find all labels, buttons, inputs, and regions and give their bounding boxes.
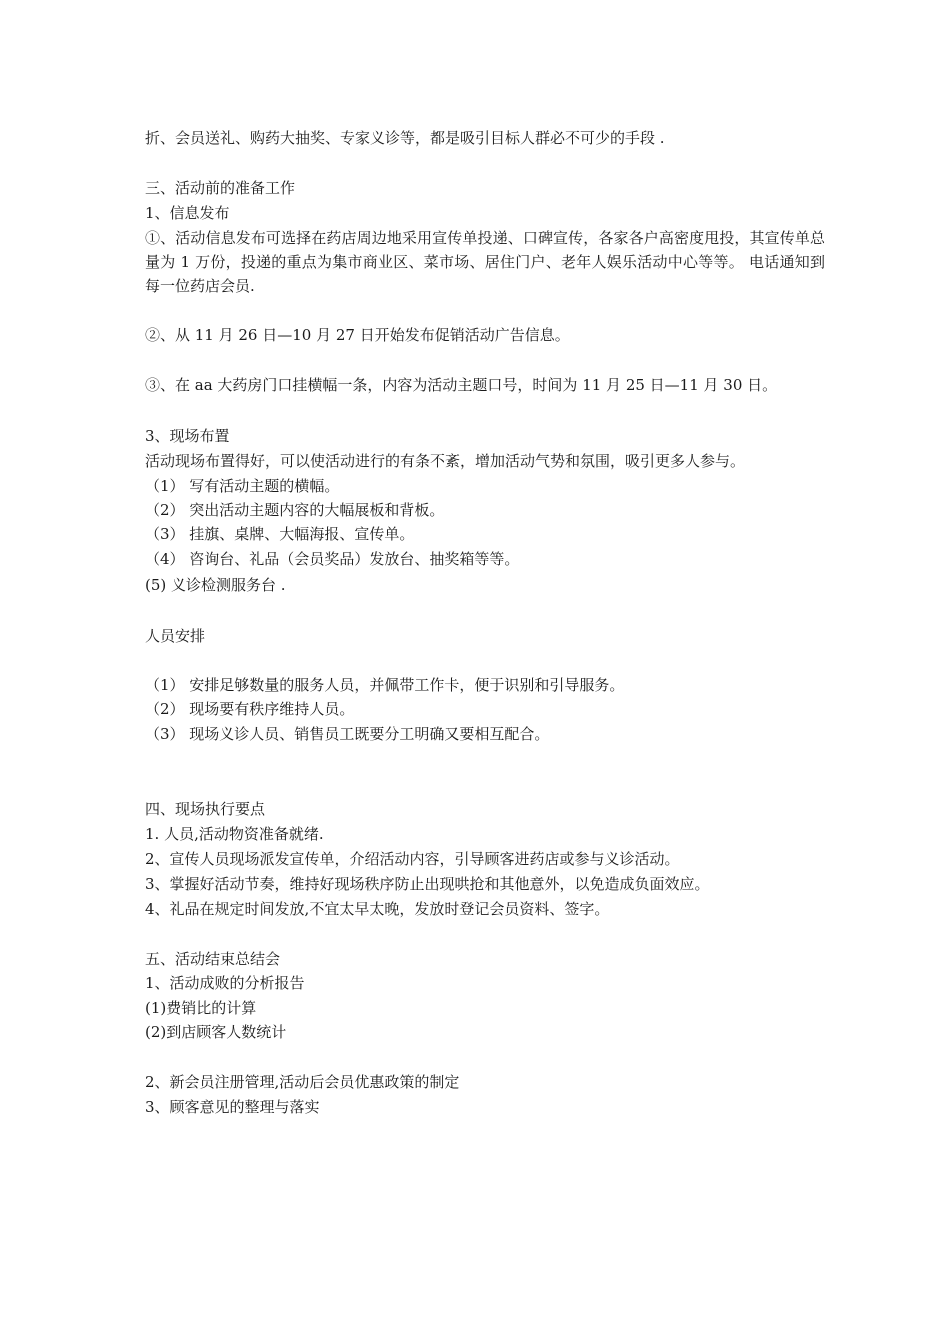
execution-item: 2、宣传人员现场派发宣传单，介绍活动内容，引导顾客进药店或参与义诊活动。 (145, 850, 680, 868)
info-paragraph-1: ①、活动信息发布可选择在药店周边地采用宣传单投递、口碑宣传，各家各户高密度甩投，其宣传单总量为 1 万份，投递的重点为集市商业区、菜市场、居住门户、老年人娱乐活动中心等等。 电话通知到每一位药店会员. (145, 229, 825, 295)
execution-item: 3、掌握好活动节奏，维持好现场秩序防止出现哄抢和其他意外，以免造成负面效应。 (145, 875, 710, 893)
analysis-item: (1)费销比的计算 (145, 999, 257, 1017)
site-item: （4） 咨询台、礼品（会员奖品）发放台、抽奖箱等等。 (145, 550, 520, 568)
execution-item: 4、礼品在规定时间发放,不宜太早太晚，发放时登记会员资料、签字。 (145, 900, 610, 918)
staff-item: （2） 现场要有秩序维持人员。 (145, 700, 355, 718)
summary-item: 3、顾客意见的整理与落实 (145, 1098, 320, 1116)
staff-item: （3） 现场义诊人员、销售员工既要分工明确又要相互配合。 (145, 725, 550, 743)
section-3-title: 三、活动前的准备工作 (145, 179, 296, 197)
analysis-item: (2)到店顾客人数统计 (145, 1023, 287, 1041)
site-description: 活动现场布置得好，可以使活动进行的有条不紊，增加活动气势和氛围，吸引更多人参与。 (145, 452, 746, 470)
site-item: （2） 突出活动主题内容的大幅展板和背板。 (145, 501, 445, 519)
staff-heading: 人员安排 (145, 627, 206, 645)
site-item: (5) 义诊检测服务台 . (145, 576, 286, 594)
site-item: （1） 写有活动主题的横幅。 (145, 477, 340, 495)
section-4-title: 四、现场执行要点 (145, 800, 266, 818)
site-heading: 3、现场布置 (145, 427, 230, 445)
section-5-title: 五、活动结束总结会 (145, 950, 281, 968)
info-heading: 1、信息发布 (145, 204, 230, 222)
intro-paragraph: 折、会员送礼、购药大抽奖、专家义诊等，都是吸引目标人群必不可少的手段 . (145, 129, 665, 147)
site-item: （3） 挂旗、桌牌、大幅海报、宣传单。 (145, 525, 415, 543)
info-paragraph-3: ③、在 aa 大药房门口挂横幅一条，内容为活动主题口号，时间为 11 月 25 日—11 月 30 日。 (145, 376, 778, 394)
analysis-heading: 1、活动成败的分析报告 (145, 974, 305, 992)
execution-item: 1. 人员,活动物资准备就绪. (145, 825, 324, 843)
summary-item: 2、新会员注册管理,活动后会员优惠政策的制定 (145, 1073, 460, 1091)
staff-item: （1） 安排足够数量的服务人员，并佩带工作卡，便于识别和引导服务。 (145, 676, 625, 694)
info-paragraph-2: ②、从 11 月 26 日—10 月 27 日开始发布促销活动广告信息。 (145, 326, 570, 344)
